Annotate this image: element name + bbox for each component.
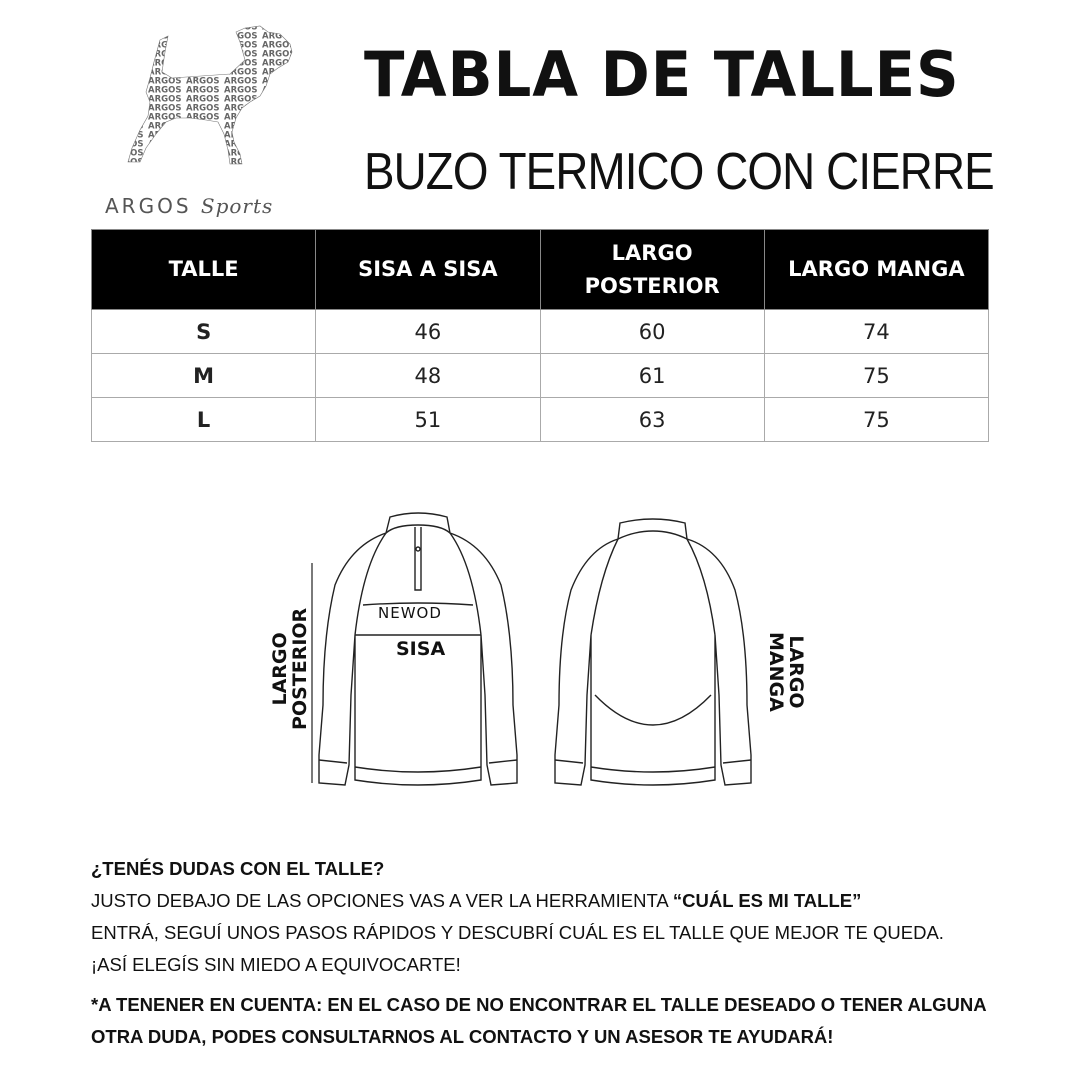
size-tool-name: “CUÁL ES MI TALLE” (672, 890, 862, 911)
garment-brand-label: NEWOD (378, 604, 442, 622)
table-header-row (92, 230, 989, 310)
help-question: ¿TENÉS DUDAS CON EL TALLE? (91, 858, 385, 879)
table-row (92, 310, 989, 354)
brand-logo (100, 22, 300, 218)
column-header: LARGO MANGA (764, 230, 988, 310)
sisa-cell: 46 (316, 310, 540, 354)
largo-manga-cell: 74 (764, 310, 988, 354)
column-header: TALLE (92, 230, 316, 310)
help-line-2: ENTRÁ, SEGUÍ UNOS PASOS RÁPIDOS Y DESCUBRÍ CUÁL ES EL TALLE QUE MEJOR TE QUEDA. (91, 922, 944, 943)
column-header: SISA A SISA (316, 230, 540, 310)
size-table (91, 229, 989, 442)
largo-posterior-cell: 60 (540, 310, 764, 354)
garment-diagram (255, 505, 825, 795)
brand-logo-text: ARGOS Sports (105, 194, 274, 218)
product-subtitle: BUZO TERMICO CON CIERRE (364, 143, 994, 201)
table-row (92, 398, 989, 442)
largo-posterior-cell: 63 (540, 398, 764, 442)
dog-silhouette-icon (110, 22, 300, 172)
size-cell: L (92, 398, 316, 442)
largo-manga-cell: 75 (764, 398, 988, 442)
column-header: LARGO POSTERIOR (540, 230, 764, 310)
help-line-3: ¡ASÍ ELEGÍS SIN MIEDO A EQUIVOCARTE! (91, 954, 461, 975)
sisa-cell: 51 (316, 398, 540, 442)
size-cell: S (92, 310, 316, 354)
largo-posterior-label: LARGO POSTERIOR (269, 607, 311, 730)
largo-posterior-cell: 61 (540, 354, 764, 398)
page-title: TABLA DE TALLES (364, 38, 960, 111)
help-notes (91, 853, 1031, 981)
size-cell: M (92, 354, 316, 398)
largo-manga-cell: 75 (764, 354, 988, 398)
sisa-label: SISA (396, 638, 446, 660)
table-row (92, 354, 989, 398)
help-line-1: JUSTO DEBAJO DE LAS OPCIONES VAS A VER LA HERRAMIENTA “CUÁL ES MI TALLE” (91, 890, 862, 911)
back-jacket-drawing (555, 519, 751, 785)
largo-manga-label: LARGO MANGA (765, 632, 807, 712)
sisa-cell: 48 (316, 354, 540, 398)
contact-warning: *A TENENER EN CUENTA: EN EL CASO DE NO ENCONTRAR EL TALLE DESEADO O TENER ALGUNA OTRA DUDA, PODES CONSULTARNOS AL CONTACTO Y UN ASESOR TE AYUDARÁ! (91, 994, 987, 1047)
